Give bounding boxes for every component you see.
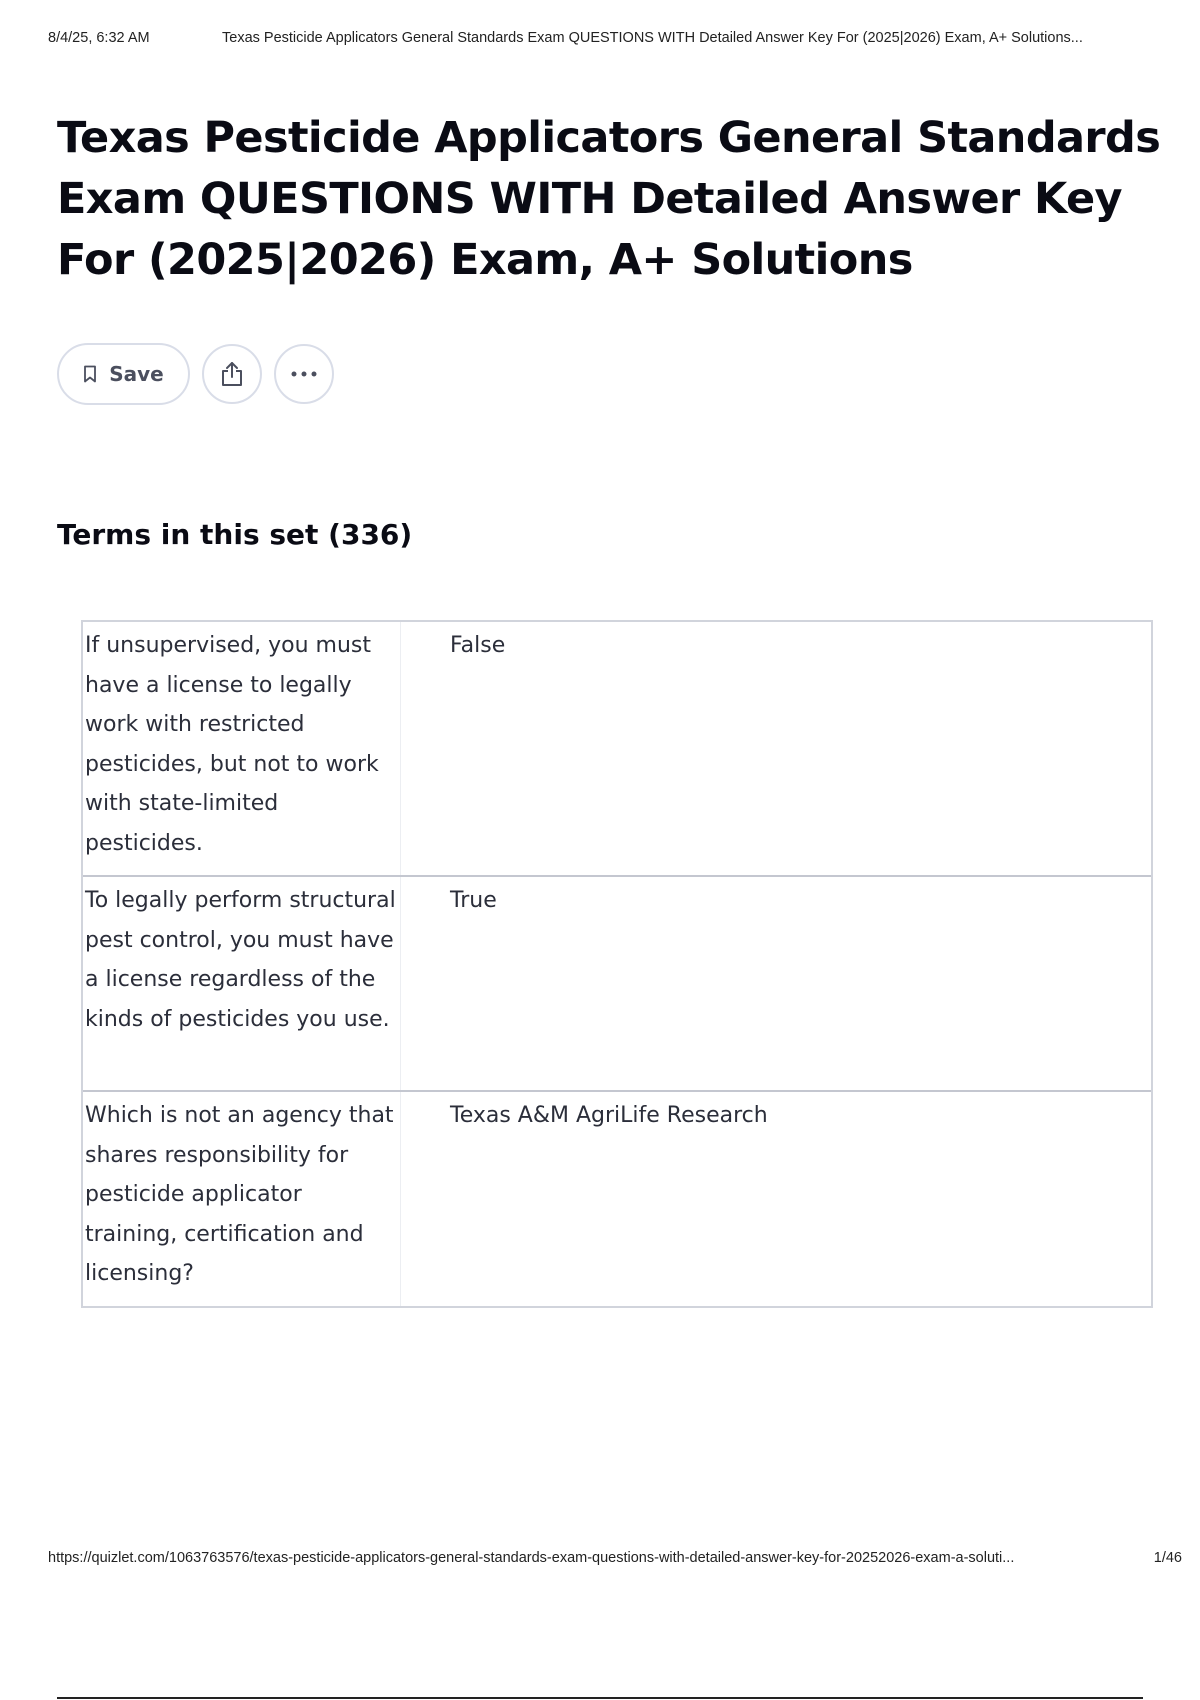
term-text: If unsupervised, you must have a license to legally work with restricted pesticides, but not to work with state-limited pesticides. (83, 622, 401, 875)
definition-text: Texas A&M AgriLife Research (450, 1103, 768, 1128)
term-text: Which is not an agency that shares responsibility for pesticide applicator training, certification and licensing? (83, 1092, 401, 1306)
save-button[interactable] (57, 343, 190, 405)
page-title: Texas Pesticide Applicators General Standards Exam QUESTIONS WITH Detailed Answer Key For (2025|2026) Exam, A+ Solutions (57, 113, 1161, 285)
definition-text: True (450, 888, 497, 913)
print-header (48, 30, 1182, 50)
more-options-icon (290, 371, 318, 377)
print-datetime: 8/4/25, 6:32 AM (48, 30, 150, 46)
share-icon (219, 360, 245, 388)
share-button[interactable] (202, 344, 262, 404)
divider (57, 1697, 1143, 1699)
print-footer (48, 1550, 1182, 1570)
definition-text: False (450, 633, 506, 658)
print-url: https://quizlet.com/1063763576/texas-pesticide-applicators-general-standards-exam-questions-with-detailed-answer-key-for-20252026-exam-a-soluti... (48, 1550, 1015, 1566)
action-bar (57, 343, 334, 405)
bookmark-icon (83, 365, 97, 383)
more-options-button[interactable] (274, 344, 334, 404)
term-row (83, 877, 1151, 1092)
page-indicator: 1/46 (1153, 1550, 1182, 1566)
print-doc-title: Texas Pesticide Applicators General Standards Exam QUESTIONS WITH Detailed Answer Key For (2025|2026) Exam, A+ Solutions... (222, 30, 1083, 46)
term-text: To legally perform structural pest control, you must have a license regardless of the kinds of pesticides you use. (83, 877, 401, 1090)
terms-list (81, 620, 1153, 1308)
save-button-label: Save (109, 362, 164, 386)
terms-heading: Terms in this set (336) (57, 518, 413, 551)
term-row (83, 622, 1151, 877)
term-row (83, 1092, 1151, 1306)
